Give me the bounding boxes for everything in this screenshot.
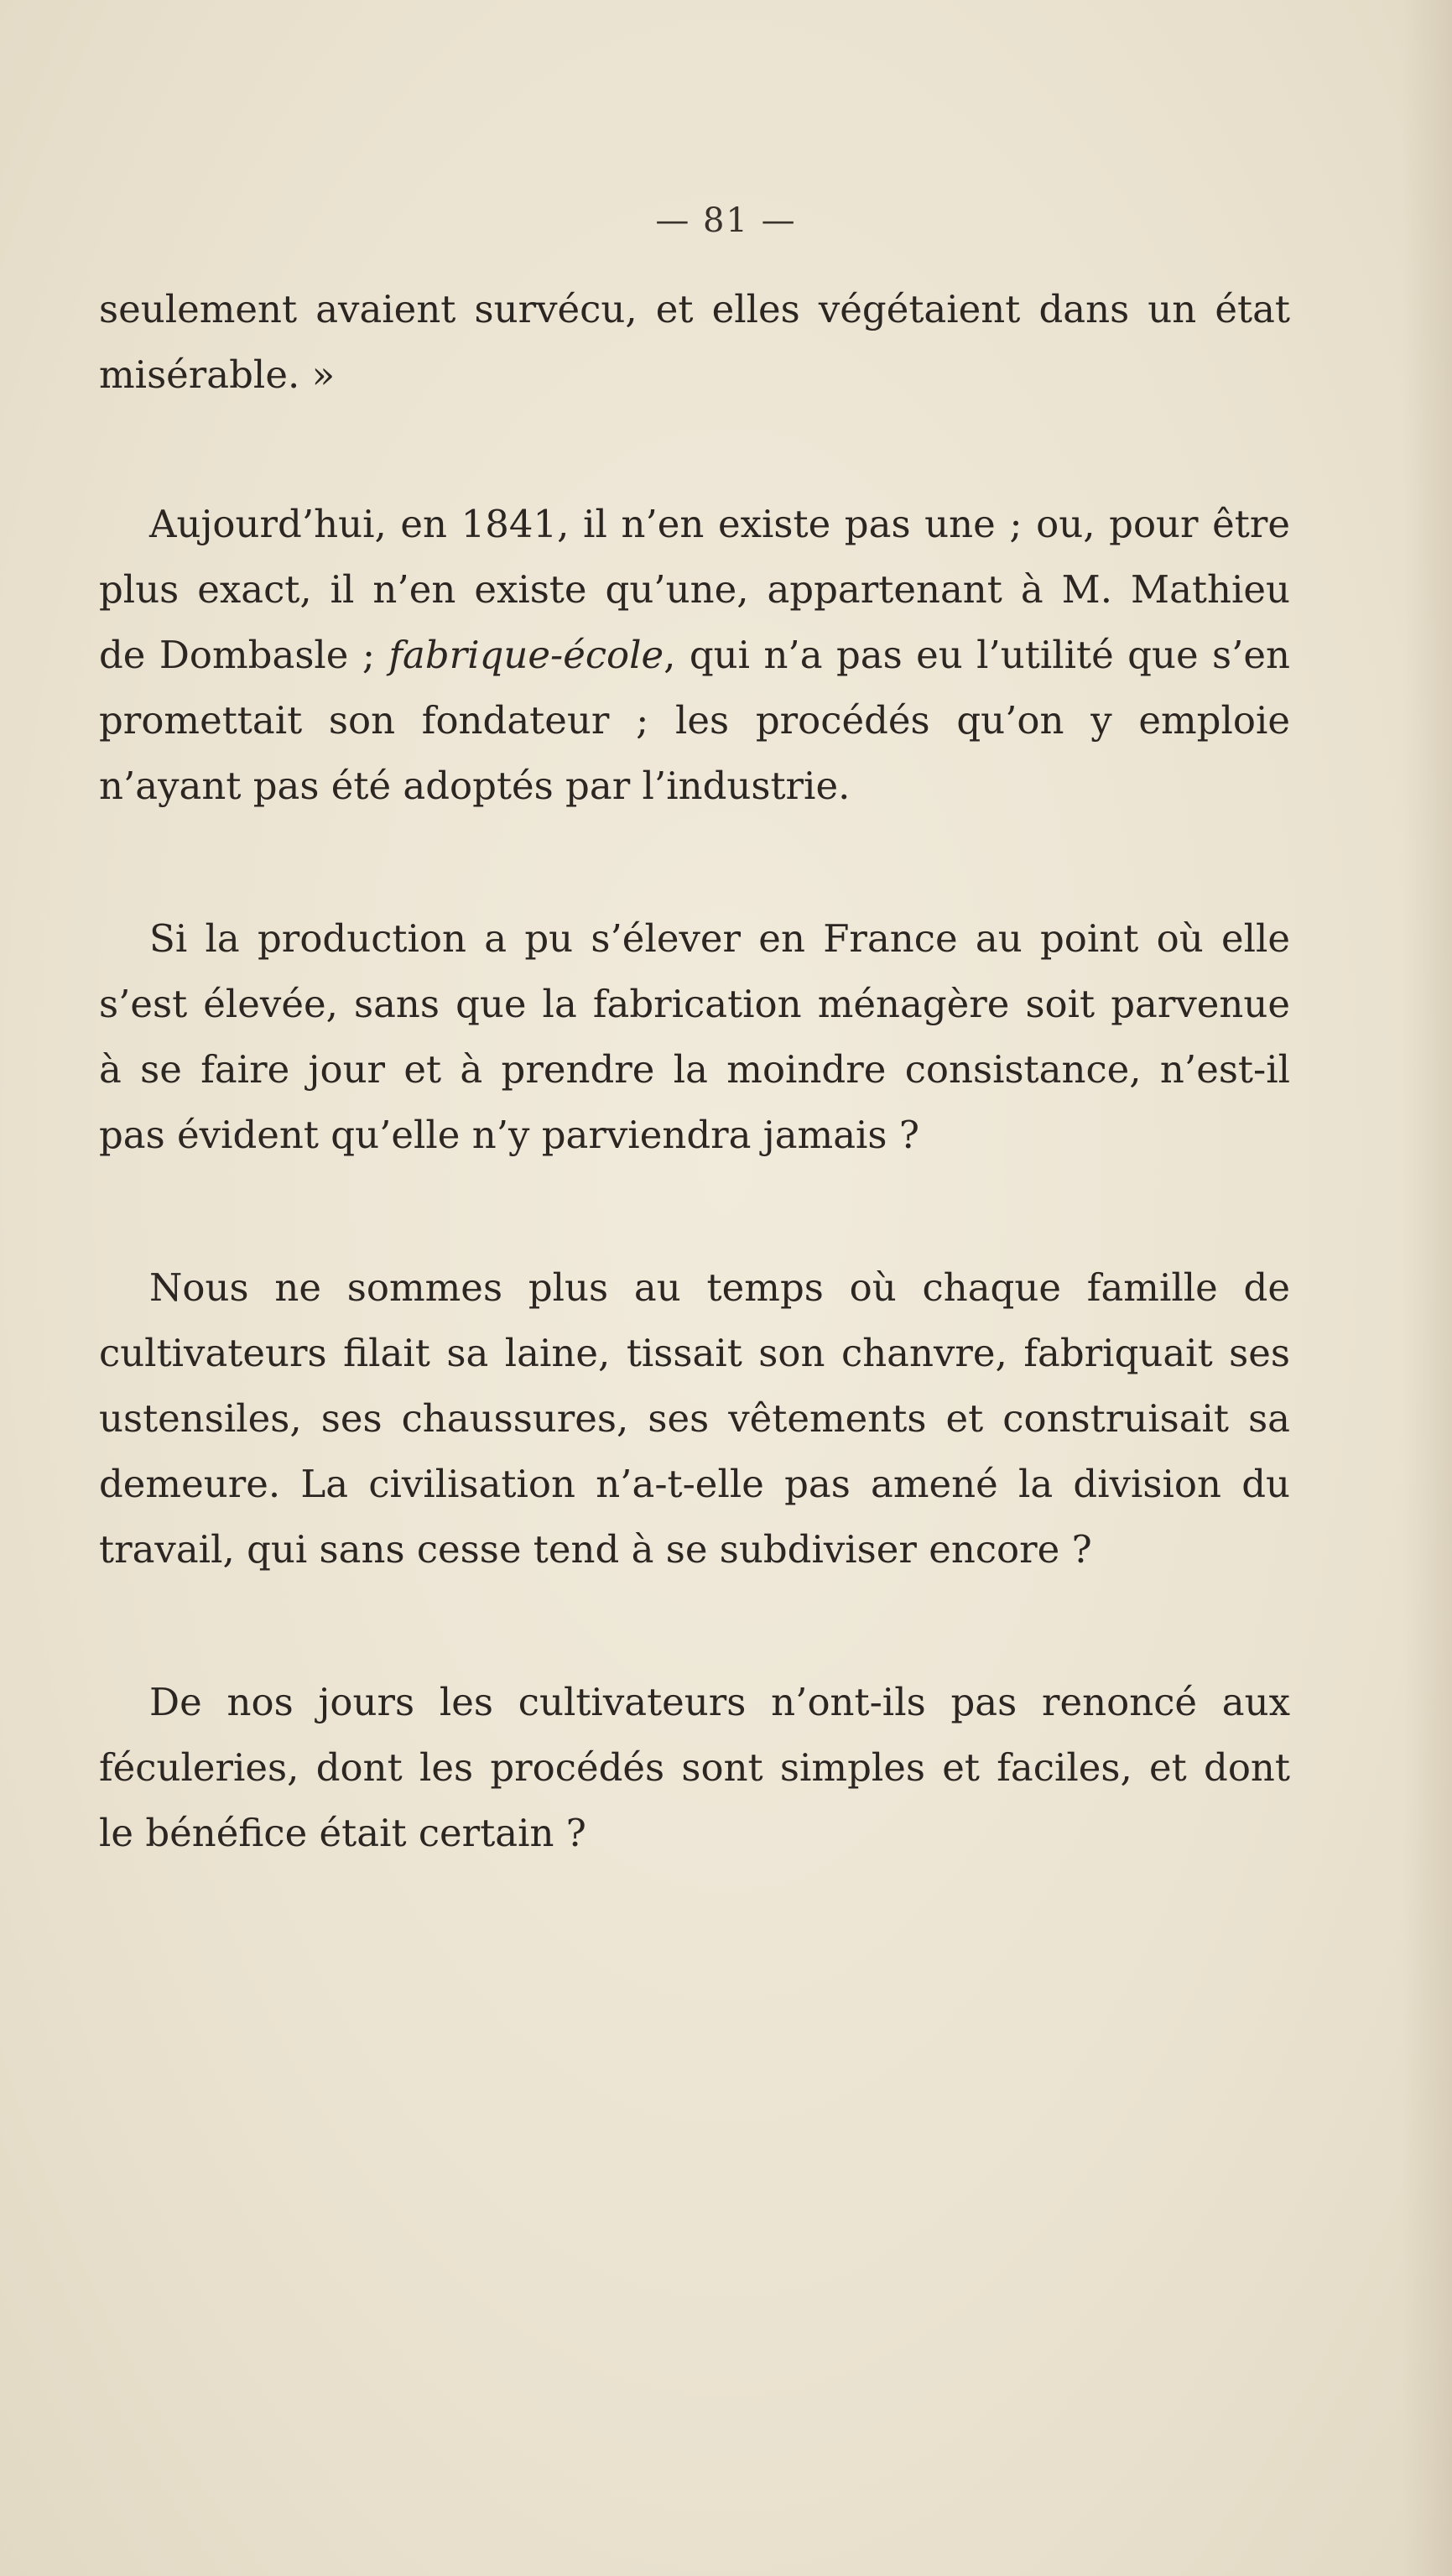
paragraph-gap (99, 1168, 1290, 1255)
paragraph-gap (99, 819, 1290, 906)
text-block (99, 277, 1290, 1866)
paragraph-nous: Nous ne sommes plus au temps où chaque famille de cultivateurs filait sa laine, tissait son chanvre, fabriquait ses ustensiles, ses chaussures, ses vêtements et construisait sa demeure. La civilisation n’a-t-elle pas amené la division du travail, qui sans cesse tend à se subdiviser encore ? (99, 1265, 1290, 1572)
page-number: — 81 — (655, 201, 797, 240)
italic-term: fabrique-école (388, 633, 664, 677)
paragraph-gap (99, 1583, 1290, 1670)
paragraph-aujourdhui (99, 492, 1290, 819)
paragraph-gap (99, 408, 1290, 492)
paragraph-de-nos-jours: De nos jours les cultivateurs n’ont-ils pas renoncé aux féculeries, dont les procédés sont simples et faciles, et dont le bénéfice était certain ? (99, 1680, 1290, 1855)
paragraph-production: Si la production a pu s’élever en France au point où elle s’est élevée, sans que la fabrication ménagère soit parvenue à se faire jour et à prendre la moindre consistance, n’est-il pas évident qu’elle n’y parviendra jamais ? (99, 916, 1290, 1157)
paragraph-text-end: , qui n’a pas eu l’utilité que s’en promettait son fondateur ; les procédés qu’on y emploie n’ayant pas été adoptés par l’industrie. (99, 633, 1290, 808)
paragraph-continuation: seulement avaient survécu, et elles végétaient dans un état misérable. » (99, 287, 1290, 397)
paragraph-text-start: Aujourd’hui, en 1841, il n’en existe pas une ; ou, pour être plus exact, il n’en existe qu’une, appartenant à M. Mathieu de Dombasle ; (99, 502, 1290, 677)
